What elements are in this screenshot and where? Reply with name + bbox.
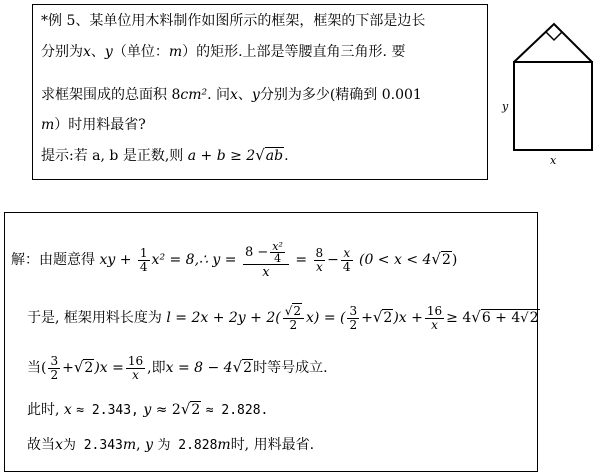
separator: 、 — [237, 87, 252, 103]
length-expr: l = 2x + 2y + 2( — [166, 310, 281, 326]
solution-text-1: 解：由题意得 — [11, 252, 95, 268]
frame-diagram — [498, 18, 594, 166]
solution-text-5b: 时, 用料最省. — [230, 437, 315, 453]
hint-text: 提示:若 a, b 是正数,则 — [41, 148, 184, 164]
x-value: 为 2.343 — [62, 438, 123, 453]
label-y: y — [502, 100, 509, 113]
problem-text-3a: 求框架围成的总面积 8 — [41, 87, 181, 103]
right-angle-mark — [546, 32, 562, 40]
expr-lhs: xy + — [99, 252, 132, 268]
problem-line-4 — [41, 115, 146, 135]
y-approx: ≈ 2.828. — [205, 403, 269, 418]
solution-line-4: 此时, x ≈ 2.343, y ≈ 2√2 ≈ 2.828. — [27, 400, 269, 418]
problem-text-4: ）时用料最省? — [54, 117, 146, 133]
fraction-1-4: $\frac{1}{4}$ — [139, 245, 148, 274]
label-x: x — [550, 154, 557, 166]
separator: 、 — [90, 44, 105, 60]
sqrt-6-plus-4sqrt2: √6 + 4√2 — [471, 308, 539, 326]
hint-line: 提示:若 a, b 是正数,则 a + b ≥ 2√ab. — [41, 146, 289, 164]
solution-text-5a: 故当 — [27, 437, 55, 453]
fraction-8-x: $\frac{8}{x}$ — [315, 245, 324, 274]
var-x: x — [230, 87, 238, 103]
expr-x2: x² = 8,∴ — [151, 252, 208, 268]
unit-cm2: cm² — [180, 87, 208, 103]
solution-text-3a: 当 — [27, 360, 41, 376]
fraction-3-2: $\frac{3}{2}$ — [349, 303, 358, 332]
rectangle-frame — [514, 62, 592, 150]
hint-inequality: a + b ≥ 2 — [187, 148, 256, 164]
problem-text-2b: （单位： — [112, 44, 169, 60]
solution-text-4: 此时, — [27, 402, 60, 418]
fraction-sqrt2-2: $\frac{√2}{2}$ — [283, 305, 304, 332]
sqrt-2: √2 — [372, 308, 393, 326]
unit-m: m — [41, 117, 55, 133]
solution-line-3: 当( $\frac{3}{2}$ +√2)x = $\frac{16}{x}$ ,即x = 8 − 4√2时等号成立. — [27, 347, 328, 387]
problem-line-1 — [41, 11, 425, 31]
var-y: y — [251, 87, 260, 103]
problem-text-1: *例 5、某单位用木料制作如图所示的框架，框架的下部是边长 — [41, 13, 426, 29]
solution-text-3b: ,即 — [147, 360, 166, 376]
unit-m: m — [168, 44, 183, 60]
solution-line-2: 于是, 框架用料长度为 l = 2x + 2y + 2( $\frac{√2}{2}$ x) = ( $\frac{3}{2}$ +√2)x + $\frac{16}{x}$ ≥ 4√6 + 4√2 — [27, 297, 540, 337]
solution-box — [4, 212, 538, 472]
solution-text-3c: 时等号成立. — [253, 360, 328, 376]
big-fraction: 8 − $\frac{\text{x²}}{4}$ x — [243, 241, 289, 280]
sqrt-2: √2 — [180, 400, 201, 418]
solution-line-1: 解：由题意得 xy + $\frac{1}{4}$ x² = 8,∴ y = 8 − $\frac{\text{x²}}{4}$ x = $\frac{8}{x}$ − $\frac{x}{4}$ (0 < x < 4√2) — [11, 239, 458, 280]
solution-line-5: 故当x为 2.343m, y 为 2.828m时, 用料最省. — [27, 437, 315, 453]
frame-figure — [498, 18, 594, 166]
problem-text-2c: ）的矩形.上部是等腰直角三角形. 要 — [182, 44, 406, 60]
y-value: 为 2.828 — [157, 438, 218, 453]
triangle-roof — [514, 24, 592, 62]
var-x: x — [83, 44, 91, 60]
problem-box — [32, 4, 488, 180]
x-approx: ≈ 2.343, — [76, 403, 139, 418]
problem-text-3c: 分别为多少(精确到 0.001 — [259, 87, 422, 103]
fraction-16-x: $\frac{16}{x}$ — [426, 303, 443, 332]
problem-line-3 — [41, 85, 422, 105]
expr-y: y = — [212, 252, 237, 268]
fraction-3-2: $\frac{3}{2}$ — [50, 353, 59, 382]
domain-range: (0 < x < 4 — [358, 252, 432, 268]
sqrt-2: √2 — [232, 358, 253, 376]
sqrt-ab: √ab — [255, 146, 284, 164]
fraction-16-x: $\frac{16}{x}$ — [127, 353, 144, 382]
sqrt-2: √2 — [431, 250, 451, 268]
problem-line-2 — [41, 42, 405, 62]
fraction-x-4: $\frac{x}{4}$ — [342, 245, 351, 274]
var-y: y — [104, 44, 113, 60]
problem-text-2a: 分别为 — [41, 44, 83, 60]
solution-text-2: 于是, 框架用料长度为 — [27, 310, 162, 326]
sqrt-2: √2 — [73, 358, 94, 376]
problem-text-3b: . 问 — [207, 87, 230, 103]
